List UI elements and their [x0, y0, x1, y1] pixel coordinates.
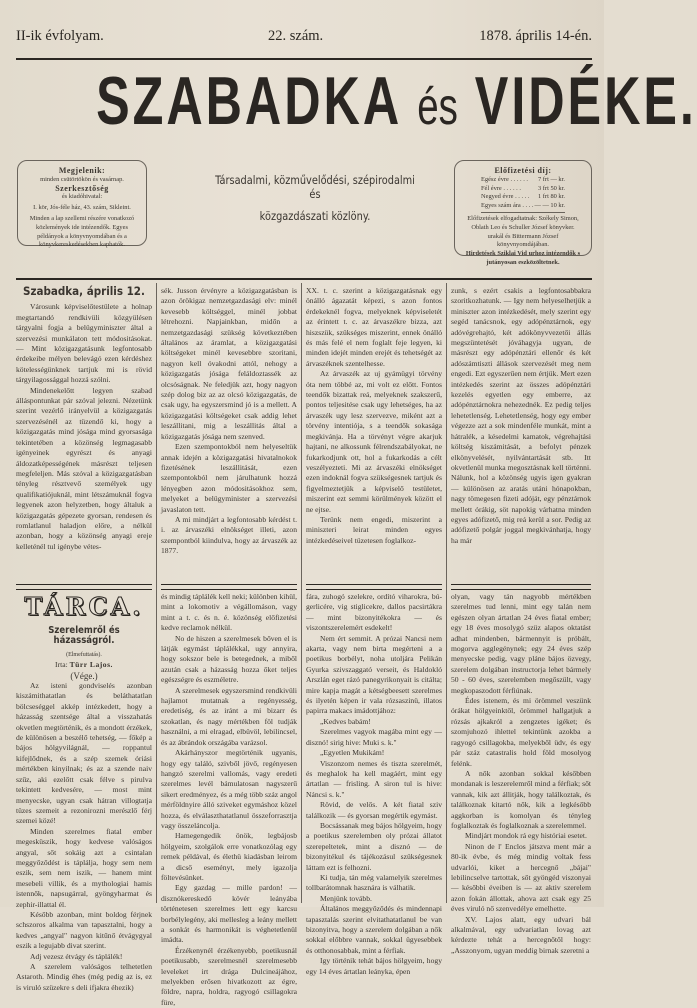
feuilleton-section-title: TÁRCA.	[24, 592, 144, 621]
paragraph: zunk, s ezért csakis a legfontosabbakra szoritkozhatunk. — Igy nem helyeselhetjük a miniszter azon intézkedését, mely szerint egy segéd tanácsnok, egy adópénztárnok, egy adóvégrehajtó, két adókönyvvezetői állás megszüntetését jóváhagyja ugyan, de másrészt egy adópénztári ellenőr és két adószámtiszti állások szervezését meg nem engedi. Ezt egyszerűen nem értjük. Mert ezen intézkedés szerint az összes adópénztári kezelés egyetlen egy emberre, az adópénztárnokra nehezednék. Ez pedig teljes lehetetlenség. Lehetetlenség, hogy egy ember végezze azt a sok mindenféle munkát, mint a hátralék, a késedelmi kamatok, végrehajtási költség kiszámitását, a befolyt pénzek elkönyvelését, nyilvántartását stb. Itt okvetlenül munka megosztásnak kell történni. Nálunk, hol a közönség ugyis igen gyakran — különösen az aratás utáni hónapokban, nagy tömegesen fizeti adóját, egy pénztárnok mellett órákig, söt napokig várhatna minden egyes adófizető, mig reá kerül a sor. Pedig az adófizető polgár joggal megkivánhatja, hogy ha már	[451, 286, 591, 545]
paragraph: Nem ért semmit. A prózai Nancsi nem akarta, vagy nem birta megérteni a a poetikus borbélyt, noha utoljára Pelikán Gyurka szivszaggató verseit, és Haldokló Arszlán eget rázó panegyrikonyait is citálta; mire kapja magát a kétségbeesett szerelmes és ilyetén képen ir vala rózsaszinü, illatos papirra makacs imádottjához:	[306, 633, 442, 716]
issue-number: 22. szám.	[268, 28, 324, 44]
column-divider	[301, 283, 302, 903]
paragraph: Akárhányszor megtörténik ugyanis, hogy egy találó, szivből jövő, regényesen hangzó szerelmi vallomás, vagy eredeti szerelmes levél bámulatosan nagyszerű sikert eredményez, és a még több száz angol mérföldnyire álló sziveket egymáshoz közel hozza, és elválaszthatatlanul összeforrasztja vagy összeláncolja.	[161, 748, 297, 830]
volume-label: II-ik évfolyam.	[16, 28, 104, 44]
paragraph: Ezen szempontokból nem helyeseltük annak idején a közigazgatási hivatalnokok fizetésének leszállitását, ezen szempontokból nem járulhatunk hozzá lényegben azon módositásokhoz sem, melyeket a belügyminister a szervezési javaslaton tett.	[161, 442, 297, 514]
paragraph: fára, zuhogó szelekre, ordító viharokra, bú- gerlicére, vig stiglicekre, dallos pacsirtákra — mint bizonyitékokra — és viszontszerelemért esdekelt!	[306, 592, 442, 633]
box-note: Minden a lap szellemi részére vonatkozó közlemények ide intézendők. Egyes példányok a könyvnyomdában és a könyvkereskedésekben kaphatók.	[29, 214, 135, 249]
byline-prefix: Irta:	[55, 660, 68, 670]
box-office: és kiadóhivatal:	[61, 193, 103, 201]
paragraph: XV. Lajos alatt, egy udvari bál alkalmával, egy udvariatlan lovag azt kérdezte tehát a hercegnőtől hogy: „Asszonyom, ugyan meddig birnak szeretni a	[451, 914, 591, 955]
paragraph: Terünk nem engedi, miszerint a miniszteri leirat minden egyes intézkedéseivel tüzetesen foglalkoz-	[306, 514, 442, 545]
article-column-1	[16, 286, 152, 576]
feuilleton-subtitle: (Elmefuttatás).	[66, 651, 102, 658]
price-row: Egyes szám ára . . . . — — 10 kr.	[481, 202, 565, 210]
article-column-3	[306, 286, 442, 576]
subscription-title: Előfizetési díj:	[494, 166, 552, 175]
letter-line: Szerelmes vagyok magába mint egy — disznó! sirig hive: Muki s. k."	[306, 727, 442, 747]
price-row: Fél évre . . . . . . 3 frt 50 kr.	[481, 184, 565, 192]
masthead-title	[96, 63, 697, 139]
box-address: I. kör, Jós-féle ház, 43. szám, Sikleint.	[33, 204, 131, 212]
letter-line: Viszonzom nemes és tiszta szerelmét, és meghalok ha kell magáért, mint egy ártatlan — frisling. A siron tul is hive: Náncsi s. k."	[306, 758, 442, 799]
feuilleton-column-4	[451, 592, 591, 955]
box-title-appears: Megjelenik:	[58, 166, 106, 175]
author-name: Türr Lajos.	[69, 660, 113, 670]
publication-info-box	[17, 160, 147, 249]
part-label: (Vége.)	[70, 670, 98, 681]
advertising-note: Hirdetések Sziklai Vid urhoz intézendők s jutányosan eszközöltetnek.	[465, 250, 581, 266]
column-divider	[446, 283, 447, 903]
feuilleton-column-3	[306, 592, 442, 976]
paragraph: Az isteni gondviselés azonban kiszámithatatlan és beláthatatlan bölcseséggel akkép intézkedett, hogy a házasság szentsége által a visszahatás okvetlen megtörténik, és a mondott érzékek, de különösen a beszélő tehetség, — főkép a bájos hölgyvilágnál, — roppantul kifejlődnek, és a szép szemek óriási mértékben kinyilnak; és az a szende naiv szűz, aki ezelőtt csak félve s pirulva tekintett kedvesére, — most mint menyecske, ugyan csak hátran villogtatja tüzes szemeit a rezonirozni merészlő férj szemei közé!	[16, 681, 152, 826]
price-list	[481, 176, 565, 213]
paragraph: No de hiszen a szerelmesek bőven el is látják egymást táplálékkal, ugy annyira, hogy sokszor bele is betegednek, a miből azután csak a házasság hozza őket teljes egészségre és eszméletre.	[161, 633, 297, 685]
paragraph: A szerelmesek egyszersmind rendkivüli hajlamot mutatnak a regényesség, eredetiség, és az iránt a mi bizarr és szokatlan, és nagy mértékben föl tudják használni, a mi elragad, elbüvöl, lebilincsel, és az ábrándok országába varázsol.	[161, 685, 297, 747]
paragraph: Igy történik tehát bájos hölgyeim, hogy egy 14 éves ártatlan leányka, épen	[306, 956, 442, 976]
feuilleton-column-1	[16, 592, 152, 992]
paragraph: Mindjárt mondok rá egy históriai esetet.	[465, 831, 587, 841]
paragraph: A nők azonban sokkal későbben mondanak is leszerelemről mind a férfiak; sőt vannak, kik azt állitják, hogy találkoztak, és találkoznak kitartó nők, kik a legkésőbb aggkorban is komolyan és tényleg foglalkoztak és foglalkoznak a szerelemmel.	[451, 768, 591, 830]
subscription-note: Előfizetések elfogadtatnak: Székely Simon, Oblath Leo és Schuller József könyvker. urakál és Bittermann József könyvnyomdájában.	[467, 214, 579, 249]
paragraph: és mindig táplálék kell neki; különben kihül, mint a lokomotiv a végállomáson, vagy mint a t. c. és n. é. közönség előfizetési kedve reclamok nélkül.	[161, 592, 297, 633]
byline	[16, 660, 152, 670]
subtitle-line-2: közgazdászati közlöny.	[259, 209, 371, 223]
feuilleton-title: Szerelemről és házasságról.	[48, 625, 120, 647]
paragraph: Érzékenynél érzékenyebb, poetikusnál poetikusabb, szerelmesnél szerelmesebb leveleket irt drága Dulcineájához, melyekben erősen hivatkozott az égre, földre, napra, holdra, ragyogó csillagokra füre,	[161, 945, 297, 1007]
paragraph: Később azonban, mint boldog férjnek schszoros alkalma van tapasztalni, hogy a kedves „angyal" nagyon kitűnő étvágygyal eszik a legujabb divat szerint.	[16, 909, 152, 951]
feuilleton-column-2	[161, 592, 297, 1007]
masthead-right: VIDÉKE.	[474, 63, 697, 139]
letter-line: „Egyetlen Mukikám!	[320, 748, 385, 758]
section-rule-top	[16, 278, 592, 280]
paragraph: Városunk képviselőtestülete a holnap megtartandó rendkivüli közgyülésen tárgyalni fogja a belügyminiszter által a szervezési munkálaton tett módositásokat. — Mint közigazgatásunk legfontosabb érdekeibe mélyen belevágó ezen kérdéshez kötelességünknek tartjuk mi is rövid tárgyilagossággal hozzá szólni.	[16, 302, 152, 385]
paragraph: Hamegengedik önök, legbájosb hölgyeim, szolgálok erre vonatkozólag egy remek példával, és élethü kiadásban leirom a dicső eseményt, mely igazolja föltevésünket.	[161, 831, 297, 882]
box-title-editorial: Szerkesztőség	[55, 183, 109, 193]
paragraph: Az árvaszék az uj gyámügyi törvény óta nem többé az, mi volt ez előtt. Fontos teendők bizattak reá, melyeknek szakszerű, pontos teljesitése csak ugy lehetséges, ha az árvaszék ugy lesz szervezve, miként azt a törvény intentiója, s a teendők sokasága megkivánja. Ha a törvényt végre akarjuk hajtani, ne alkossunk félrendszabályokat, ne fukarkodjunk ott, hol a fukarkodás a célt veszélyezteti. Mi az árvaszéki elnökséget ezen indoknál fogva szükségesnek tartjuk és figyelmeztetjük a képviselő testületet, miszerint ezt semmi körülmények között el ne ejtse.	[306, 369, 442, 514]
paragraph: A szerelem valóságos telhetetlen Astaroth. Mindig éhes (még pedig az is, ez is viruló szüzekre s deli ifjakra éhezik)	[16, 962, 152, 992]
subtitle-line-1: Társadalmi, közművelődési, szépirodalmi és	[215, 173, 415, 201]
header-rule	[16, 58, 592, 60]
paragraph: Ninon de l' Enclos játszva ment már a 80-ik évbe, és még mindig voltak fess udvarlói, kiket a hercegnő „bájai" lebilincselve tartottak, sőt gyöngéd viszonyai — későbbi éveiben is — az aktiv szerelem azon fokán állottak, ahova azt csak egy 25 éves viruló nő szenvedélye emelhette.	[451, 841, 591, 914]
issue-date: 1878. április 14-én.	[479, 28, 592, 44]
paragraph: Ki tudja, tán még valamelyik szerelmes tollbarátomnak hasznára is válhatik.	[306, 872, 442, 893]
paragraph: A mi mindjárt a legfontosabb kérdést t. i. az árvaszéki elnökséget illeti, azon szempontból kiindulva, hogy az árvaszék az 1877.	[161, 514, 297, 556]
article-column-4	[451, 286, 591, 576]
paragraph: XX. t. c. szerint a közigazgatásnak egy önálló ágazatát képezi, s azon fontos érdekeknél fogva, melyeknek képviseletét az érintett t. c. az árvaszékre bizza, azt hiszszük, szükséges miszerint, ennek önálló és más felé el nem foglalt feje legyen, ki minden idejét minden erejét és tehetségét az árvaszéknek szentelhesse.	[306, 286, 442, 368]
box-schedule: minden csütörtökön és vasárnap.	[40, 175, 124, 183]
paragraph: Édes istenem, és mi örömmel veszünk órákat hölgyeinktől, örömmel hallgatjuk a rózsás ajkakról a zengzetes igéket; és szomjuhozó ihlettel tekintünk azokba a ragyogó csillagokba, melyekből üdv, és egy pár száz catastralis hold föld mosolyog felénk.	[451, 696, 591, 768]
subscription-box	[454, 160, 592, 266]
paragraph: Adj vezesz étvágy és táplálék!	[30, 951, 123, 961]
price-row: Egész évre . . . . . . 7 frt — kr.	[481, 175, 565, 183]
article-heading: Szabadka, április 12.	[23, 284, 145, 298]
column-divider	[156, 283, 157, 903]
paragraph: olyan, vagy tán nagyobb mértékben szerelmes tud lenni, mint egy talán nem egészen olyan ártatlan 24 éves fiatal ember; egy 18 éves mosolygó szüz alapos oktatást adhat mindenben, bármennyit is próbált, mogorva agglegénynek; egy 24 éves szép menyecske pedig, vagy pláne bájos özvegy, szerelem dolgában instructorja lehet bármely 50 - 60 éves, szerelemben megőszült, vagy megkopaszodott férfiúnak.	[451, 592, 591, 695]
paragraph: Minden szerelmes fiatal ember megesküszik, hogy kedvese valóságos angyal, sőt sokáig azt a csintalan meggyőződést is táplálja, hogy sem nem eszik, sem nem iszik, — hanem mint mesebeli villik, és a mythologiai hamis istennők, napsugárral, gyöngyharmat és zephir-illattal él.	[16, 826, 152, 909]
paragraph: sék. Jusson érvényre a közigazgatásban is azon örökigaz nemzetgazdasági elv: minél kevesebb költséggel, minél jobbat létrehozni. Napjainkban, midőn a nemzetgazdasági szükség következtében általános az áramlat, a közigazgatási költségeket minél kevesebbre szoritani, nagyon kell óvakodni attól, nehogy a közigazgatás jósága feláldoztassék az olcsóságnak. Ne feledjük azt, hogy nagyon szép dolog biz az az olcsó közigazgatás, de csak ugy, ha egyszersmind jó is a mellett. A közigazgatási költségeket csak addig lehet leszállitani, mig a leszállitás által a közigazgatás jósága nem szenved.	[161, 286, 297, 441]
paragraph: Mindenekelőtt legyen szabad álláspontunkat pár szóval jelezni. Nézetünk szerint vezérlő irányelvül a közigazgatás szervezésénél az tüzendő ki, hogy a közigazgatás mind jósága mind gyorsasága tekintetében a közönség legmagasabb igényeinek egyrészt és anyagi áldozatképességének másrészt teljesen megfeleljen. Más szóval a közigazgatásban tényleg résztvevő személyek ugy qualifikatiójuknál, mint létszámuknál fogva legyenek azon helyzetben, hogy általuk a közigazgatás gépezete gyorsan, rendesen és romlatlanul haladjon előre, a nélkül azonban, hogy a közönség anyagi ereje kelleténél tul igénybe vétes-	[16, 385, 152, 551]
masthead-and: és	[417, 78, 458, 136]
letter-line: „Kedves babám!	[320, 716, 371, 726]
article-column-2	[161, 286, 297, 576]
paragraph: Egy gazdag — mille pardon! — disznókereskedő kövér leányába történetesen szerelmes lett egy karcsu borbélylegény, aki mellesleg a leány mellett a sonkát és harmonikát is véghetetlenül imádta.	[161, 883, 297, 945]
paragraph: Menjünk tovább.	[320, 893, 372, 903]
issue-info-line	[16, 22, 592, 42]
paragraph: Bocsássanak meg bájos hölgyeim, hogy a poetikus szerelemben oly prózai állatot szerepeltetek, mint a disznó — de bizonyitékul és tájékozásul szükségesnek láttam ezt is felhozni.	[306, 820, 442, 872]
price-row: Negyed évre . . . . . 1 frt 80 kr.	[481, 193, 565, 201]
paragraph: Általános meggyőződés és mindennapi tapasztalás szerint elvitathatatlanul be van bizonyitva, hogy a szerelem dolgában a nők sokkal előbbre vannak, sokkal ügyesebbek és otthonosabbak, mint a férfiak.	[306, 904, 442, 955]
masthead-left: SZABADKA	[96, 63, 401, 139]
paragraph: Rövid, de velős. A két fiatal sziv találkozik — és gyorsan megértik egymást.	[306, 800, 442, 820]
